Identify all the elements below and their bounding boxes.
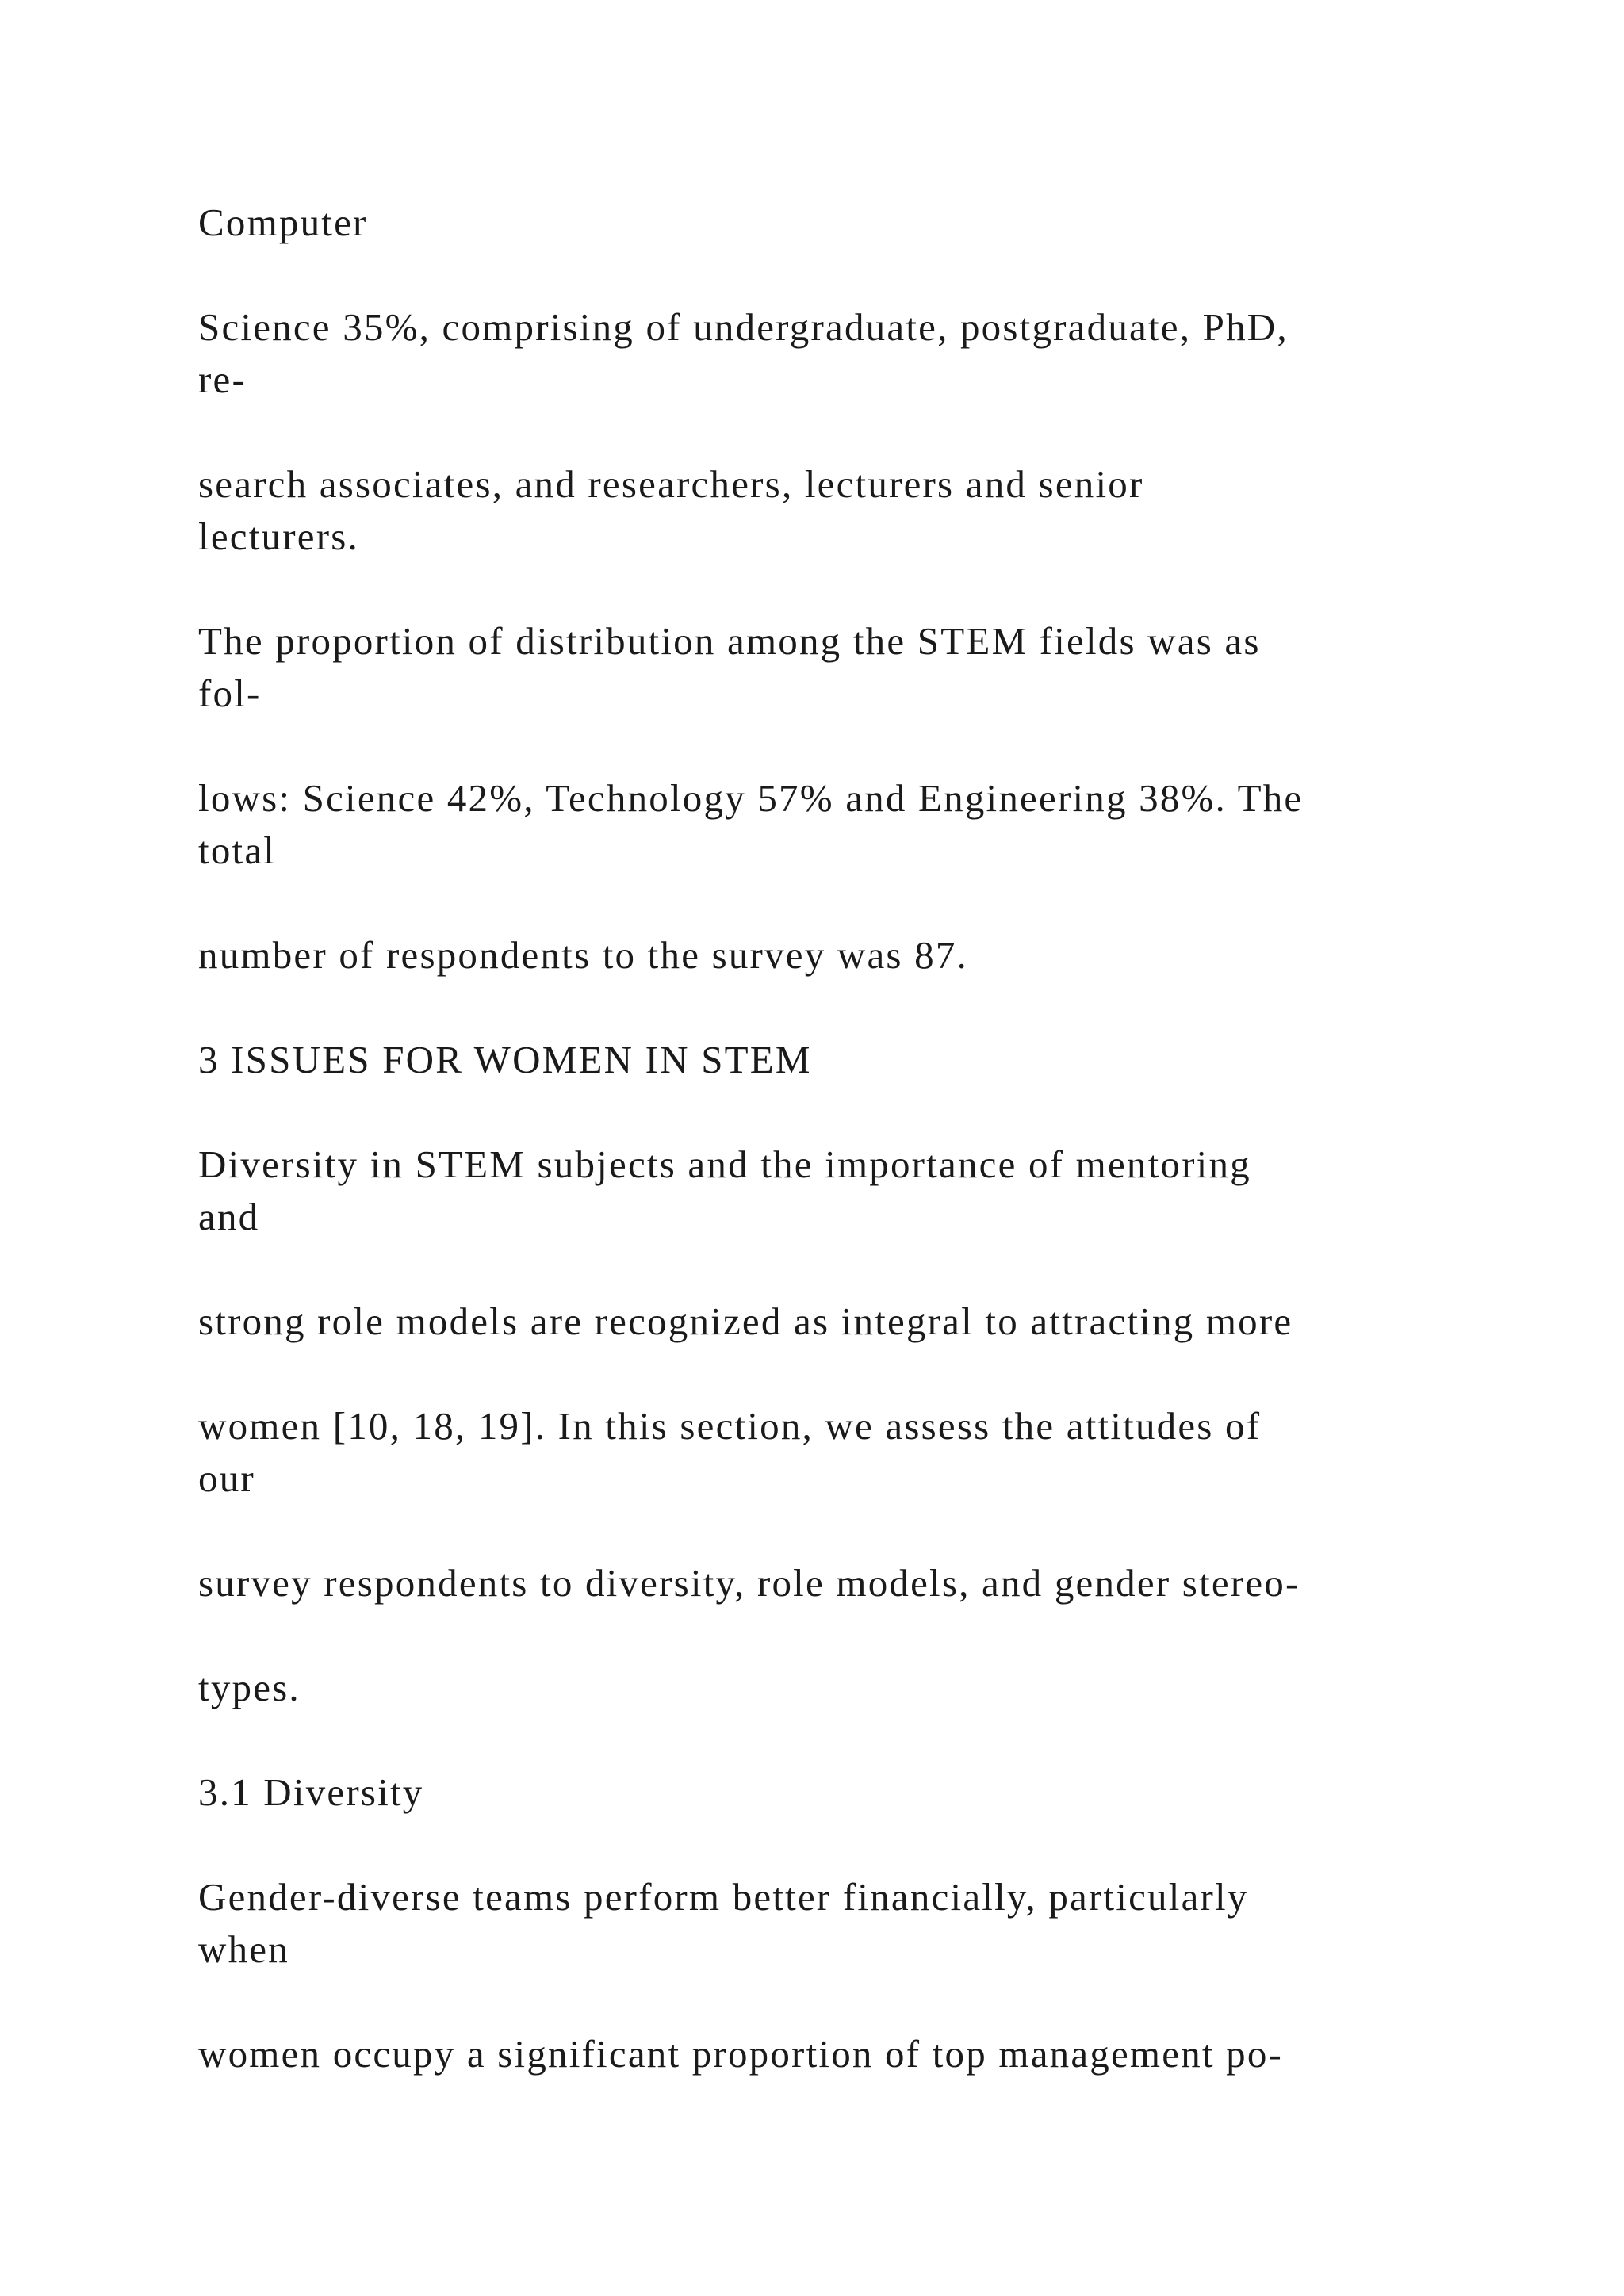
text-line: our <box>198 1456 255 1500</box>
text-line: search associates, and researchers, lecturers and senior <box>198 462 1144 506</box>
text-line: total <box>198 828 277 872</box>
text-line: lecturers. <box>198 515 359 558</box>
text-line: number of respondents to the survey was 87. <box>198 933 968 977</box>
text-line: and <box>198 1195 260 1238</box>
text-line: survey respondents to diversity, role models, and gender stereo- <box>198 1561 1300 1605</box>
text-line: when <box>198 1927 289 1971</box>
text-line: lows: Science 42%, Technology 57% and Engineering 38%. The <box>198 776 1304 820</box>
section-heading: 3 ISSUES FOR WOMEN IN STEM <box>198 1038 812 1081</box>
text-line: strong role models are recognized as integral to attracting more <box>198 1299 1293 1343</box>
text-line: Gender-diverse teams perform better financially, particularly <box>198 1875 1249 1919</box>
text-line: Diversity in STEM subjects and the importance of mentoring <box>198 1142 1251 1186</box>
text-line: fol- <box>198 672 262 715</box>
text-line: types. <box>198 1666 301 1709</box>
text-line: Computer <box>198 201 368 244</box>
text-line: The proportion of distribution among the STEM fields was as <box>198 619 1261 663</box>
text-line: women occupy a significant proportion of top management po- <box>198 2032 1284 2076</box>
text-line: Science 35%, comprising of undergraduate, postgraduate, PhD, <box>198 305 1289 349</box>
text-line: women [10, 18, 19]. In this section, we assess the attitudes of <box>198 1404 1262 1448</box>
text-line: re- <box>198 358 247 401</box>
subsection-heading: 3.1 Diversity <box>198 1770 424 1814</box>
